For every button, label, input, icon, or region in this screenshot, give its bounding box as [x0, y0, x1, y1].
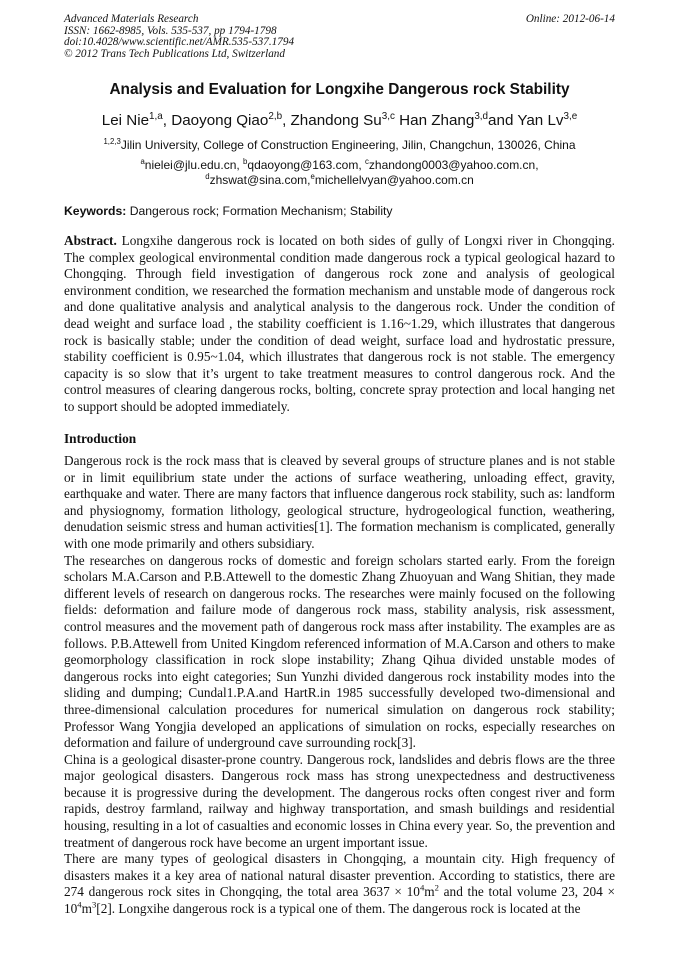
abstract-label: Abstract.: [64, 233, 117, 248]
keywords: [64, 204, 615, 218]
author: Daoyong Qiao$^{2,b}$,: [171, 110, 291, 129]
paragraph: The researches on dangerous rocks of domestic and foreign scholars started early. From the foreign scholars M.A.Carson and P.B.Attewell to the domestic Zhang Zhuoyuan and Wang Shitian, they made different levels of research on dangerous rocks. The researches were mainly focused on the following fields: deformation and failure mode of dangerous rock mass, stability analysis, risk assessment, control measures and the movement path of dangerous rock mass after instability. The examples are as follows. P.B.Attewell from United Kingdom referenced information of M.A.Carson and others to make geomorphology classification in rock slope instability; Zhang Qihua divided unstable modes of dangerous rocks into eight categories; Sun Yunzhi divided dangerous rock instability modes into the sliding and dumping; Cundal1.P.A.and HartR.in 1985 successfully developed two-dimensional and three-dimensional calculation procedures for numerical simulation on dangerous rock stability; Professor Wang Yongjia developed an applications of simulation on rocks, especially researches on deformation and failure of underground cave surrounding rock[3].: [64, 552, 615, 751]
email-link[interactable]: michellelvyan@yahoo.com.cn: [314, 173, 474, 187]
keywords-label: Keywords:: [64, 204, 127, 218]
email-list: [64, 158, 615, 188]
online-date: Online: 2012-06-14: [525, 13, 615, 25]
introduction-body: [64, 453, 615, 918]
email-link[interactable]: zhswat@sina.com,: [209, 173, 311, 187]
paragraph: China is a geological disaster-prone country. Dangerous rock, landslides and debris flows are the three major geological disasters. Dangerous rock mass has strong unexpectedness and destructiveness because it is progressive during the development. The dangerous rocks often congest river and form rapids, destroy farmland, railway and highway transportation, and smash buildings and residential housing, resulting in a lot of casualties and economic losses in China every year. So, the prevention and treatment of dangerous rock have become an urgent important issue.: [64, 751, 615, 850]
email-link[interactable]: qdaoyong@163.com,: [247, 158, 365, 172]
author-list: [64, 112, 615, 129]
paper-title: Analysis and Evaluation for Longxihe Dangerous rock Stability: [109, 81, 570, 98]
journal-issn: ISSN: 1662-8985, Vols. 535-537, pp 1794-1798: [64, 24, 277, 37]
author: and Yan Lv$^{3,e}$: [488, 110, 578, 129]
abstract: [64, 233, 615, 416]
journal-name: Advanced Materials Research: [64, 13, 199, 25]
email-link[interactable]: nielei@jlu.edu.cn,: [144, 158, 244, 172]
journal-doi: doi:10.4028/www.scientific.net/AMR.535-537.1794: [64, 36, 295, 49]
keywords-text: Dangerous rock; Formation Mechanism; Stability: [126, 204, 393, 218]
journal-copyright: © 2012 Trans Tech Publications Ltd, Switzerland: [64, 47, 285, 60]
author: Han Zhang$^{3,d}$: [399, 110, 489, 129]
email-line: $^d$zhswat@sina.com,$^e$michellelvyan@yahoo.com.cn: [205, 172, 474, 187]
abstract-text: Longxihe dangerous rock is located on both sides of gully of Longxi river in Chongqing. The complex geological environmental condition made dangerous rock a typical geological hazard to Chongqing. Through field investigation of dangerous rock zone and analysis of geological environment condition, we researched the formation mechanism and unstable mode of dangerous rock and done qualitative analysis and analytical analysis to the dangerous rock. Under the condition of dead weight and surface load , the stability coefficient is 1.16~1.29, which illustrates that dangerous rock is basically stable; under the condition of dead weight, surface load and hydrostatic pressure, stability coefficient is 0.95~1.04, which illustrates that dangerous rock is not stable. The emergency capacity is so slow that it’s urgent to take treatment measures to control dangerous rock. And the control measures of clearing dangerous rocks, bolting, concrete spray protection and local hanging net to support should be adopted immediately.: [64, 233, 615, 414]
paragraph: There are many types of geological disasters in Chongqing, a mountain city. High frequency of disasters makes it a key area of national natural disaster prevention. According to statistics, there are 274 dangerous rock sites in Chongqing, the total area $3637 \times 10^4m^2$ and the total volume 23, $204 \times 10^4m^3[2]$. Longxihe dangerous rock is a typical one of them. The dangerous rock is located at the: [64, 851, 615, 917]
paragraph: Dangerous rock is the rock mass that is cleaved by several groups of structure planes and is not stable or in limit equilibrium state under the actions of surface weathering, unloading effect, gravity, earthquake and water. There are many factors that influence dangerous rock stability, such as: landform and physiognomy, formation lithology, geological structure, hydrogeological function, weathering, denudation seismic stress and human activities[1]. The formation mechanism is complicated, generally with one mode primarily and others subsidiary.: [64, 453, 615, 551]
section-heading-introduction: Introduction: [64, 431, 137, 446]
affiliation: $^{1,2,3}$Jilin University, College of Construction Engineering, Jilin, Changchun, 130026, China: [103, 137, 576, 152]
email-line: $^a$nielei@jlu.edu.cn, $^b$qdaoyong@163.com, $^c$zhandong0003@yahoo.com.cn,: [140, 157, 539, 172]
email-link[interactable]: zhandong0003@yahoo.com.cn,: [368, 158, 539, 172]
author: Zhandong Su$^{3,c}$: [290, 110, 395, 129]
author: Lei Nie$^{1,a}$,: [101, 110, 172, 129]
journal-header: [64, 14, 615, 60]
